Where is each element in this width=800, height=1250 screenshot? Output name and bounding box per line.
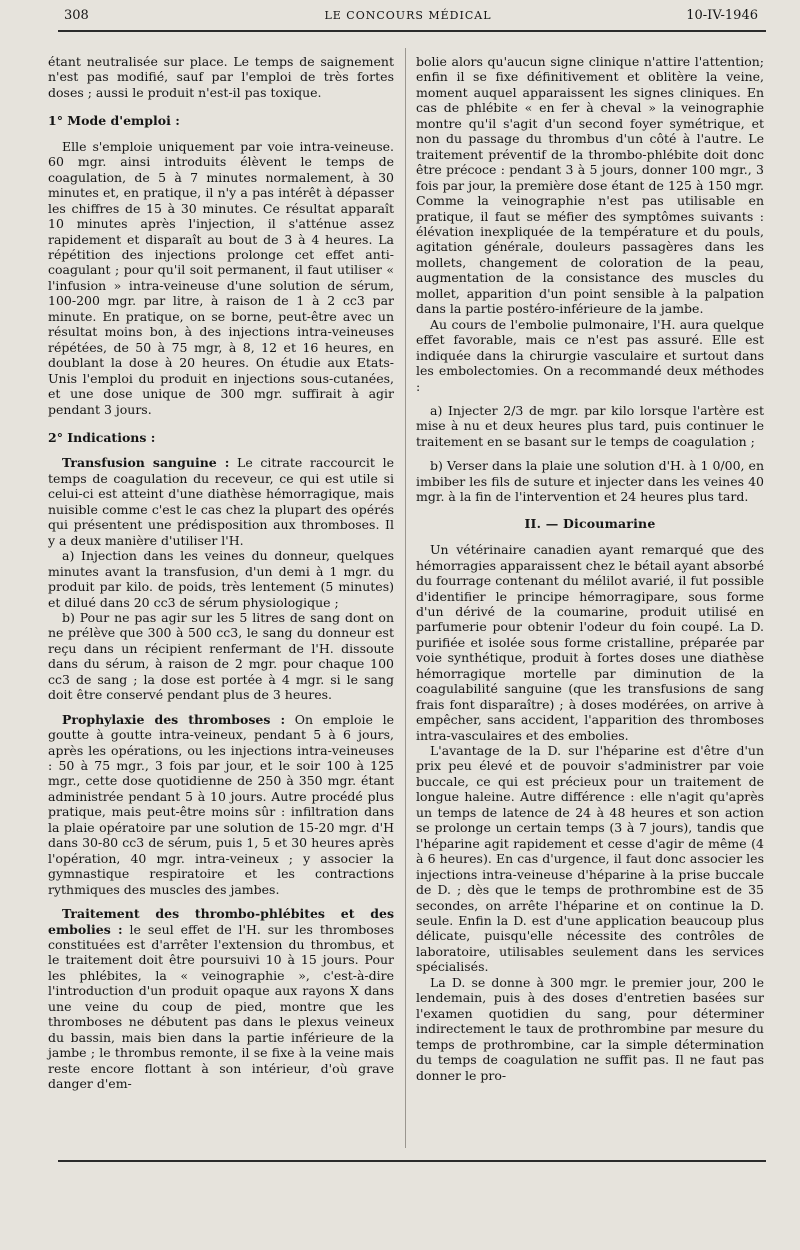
journal-title: LE CONCOURS MÉDICAL xyxy=(324,9,492,22)
issue-date: 10-IV-1946 xyxy=(686,8,758,23)
section-heading-mode-emploi: 1° Mode d'emploi : xyxy=(48,113,180,129)
section-title-dicoumarine: II. — Dicoumarine xyxy=(524,515,656,531)
paragraph-text: Le citrate raccourcit le temps de coagulation du receveur, ce qui est utile si celui-ci est atteint d'une diathèse hémorragique, mais nuisible comme c'est le cas chez la plupart des opérés qui présentent une prédisposition aux thromboses. Il y a deux manière d'utiliser l'H. xyxy=(48,455,394,548)
section-heading-indications: 2° Indications : xyxy=(48,429,156,445)
paragraph: Au cours de l'embolie pulmonaire, l'H. aura quelque effet favorable, mais ce n'est pas assuré. Elle est indiquée dans la chirurgie vasculaire et surtout dans les embolectomies. On a recommandé deux méthodes : xyxy=(416,316,764,394)
paragraph: a) Injecter 2/3 de mgr. par kilo lorsque l'artère est mise à nu et deux heures plus tard, puis continuer le traitement en se basant sur le temps de coagulation ; xyxy=(416,402,764,449)
paragraph-transfusion xyxy=(48,455,394,548)
paragraph: Un vétérinaire canadien ayant remarqué que des hémorragies apparaissent chez le bétail ayant absorbé du fourrage contenant du mélilot avarié, il fut possible d'identifier le principe hémorragipare, sous forme d'un dérivé de la coumarine, produit utilisé en parfumerie pour obtenir l'odeur du foin coupé. La D. purifiée et isolée sous forme cristalline, préparée par voie synthétique, produit à fortes doses une diathèse hémorragique mortelle par diminution de la coagulabilité sanguine (que les transfusions de sang frais font disparaître) ; à doses modérées, on arrive à empêcher, sans accident, l'apparition des thromboses intra-vasculaires et des embolies. xyxy=(416,542,764,743)
column-divider xyxy=(405,48,406,1148)
paragraph: b) Verser dans la plaie une solution d'H. à 1 0/00, en imbiber les fils de suture et injecter dans les veines 40 mgr. à la fin de l'intervention et 24 heures plus tard. xyxy=(416,458,764,505)
footer-rule xyxy=(58,1160,766,1162)
page-number: 308 xyxy=(64,8,89,23)
paragraph-traitement xyxy=(48,906,394,1091)
paragraph: a) Injection dans les veines du donneur, quelques minutes avant la transfusion, d'un demi à 1 mgr. du produit par kilo. de poids, très lentement (5 minutes) et dilué dans 20 cc3 de sérum physiologique ; xyxy=(48,548,394,610)
paragraph-text: On emploie le goutte à goutte intra-veineux, pendant 5 à 6 jours, après les opérations, ou les injections intra-veineuses : 50 à 75 mgr., 3 fois par jour, et le soir 100 à 125 mgr., cette dose quotidienne de 250 à 350 mgr. étant administrée pendant 5 à 10 jours. Autre procédé plus pratique, mais peut-être moins sûr : infiltration dans la plaie opératoire par une solution de 15-20 mgr. d'H dans 30-80 cc3 de sérum, puis 1, 5 et 30 heures après l'opération, 40 mgr. intra-veineux ; y associer la gymnastique respiratoire et les contractions rythmiques des muscles des jambes. xyxy=(48,711,394,897)
paragraph-prophylaxie xyxy=(48,712,394,897)
paragraph-text: le seul effet de l'H. sur les thromboses constituées est d'arrêter l'extension du thrombus, et le traitement doit être poursuivi 10 à 15 jours. Pour les phlébites, la « veinographie », c'est-à-dire l'introduction d'un produit opaque aux rayons X dans une veine du coup de pied, montre que les thromboses ne débutent pas dans le plexus veineux du bassin, mais bien dans la partie inférieure de la jambe ; le thrombus remonte, il se fixe à la veine mais reste encore flottant à son intérieur, d'où grave danger d'em- xyxy=(48,921,394,1092)
run-in-heading: Transfusion sanguine : xyxy=(62,455,230,471)
header-rule xyxy=(58,30,766,32)
run-in-heading: Prophylaxie des thromboses : xyxy=(62,711,286,727)
left-column xyxy=(48,54,394,1092)
paragraph: bolie alors qu'aucun signe clinique n'attire l'attention; enfin il se fixe définitivement et oblitère la veine, moment auquel apparaissent les signes cliniques. En cas de phlébite « en fer à cheval » la veinographie montre qu'il s'agit d'un second foyer symétrique, et non du passage du thrombus d'un côté à l'autre. Le traitement préventif de la thrombo-phlébite doit donc être précoce : pendant 3 à 5 jours, donner 100 mgr., 3 fois par jour, la première dose étant de 125 à 150 mgr. Comme la veinographie n'est pas utilisable en pratique, il faut se méfier des symptômes suivants : élévation inexpliquée de la température et du pouls, agitation générale, douleurs passagères dans les mollets, changement de coloration de la peau, augmentation de la consistance des muscles du mollet, apparition d'un point sensible à la palpation dans la partie postéro-inférieure de la jambe. xyxy=(416,54,764,317)
paragraph: Elle s'emploie uniquement par voie intra-veineuse. 60 mgr. ainsi introduits élèvent le temps de coagulation, de 5 à 7 minutes normalement, à 30 minutes et, en pratique, il n'y a pas intérêt à dépasser les chiffres de 15 à 30 minutes. Ce résultat apparaît 10 minutes après l'injection, il s'atténue assez rapidement et disparaît au bout de 3 à 4 heures. La répétition des injections prolonge cet effet anti-coagulant ; pour qu'il soit permanent, il faut utiliser « l'infusion » intra-veineuse d'une solution de sérum, 100-200 mgr. par litre, à raison de 1 à 2 cc3 par minute. En pratique, on se borne, peut-être avec un résultat moins bon, à des injections intra-veineuses répétées, de 50 à 75 mgr, à 8, 12 et 16 heures, en doublant la dose à 20 heures. On étudie aux Etats-Unis l'emploi du produit en injections sous-cutanées, et une dose unique de 300 mgr. suffirait à agir pendant 3 jours. xyxy=(48,138,394,417)
paragraph: La D. se donne à 300 mgr. le premier jour, 200 le lendemain, puis à des doses d'entretien basées sur l'examen quotidien du sang, pour déterminer indirectement le taux de prothrombine par mesure du temps de prothrombine, car la simple détermination du temps de coagulation ne suffit pas. Il ne faut pas donner le pro- xyxy=(416,974,764,1083)
paragraph: b) Pour ne pas agir sur les 5 litres de sang dont on ne prélève que 300 à 500 cc3, le sang du donneur est reçu dans un récipient renfermant de l'H. dissoute dans du sérum, à raison de 2 mgr. pour chaque 100 cc3 de sang ; la dose est portée à 4 mgr. si le sang doit être conservé pendant plus de 3 heures. xyxy=(48,609,394,703)
paragraph: L'avantage de la D. sur l'héparine est d'être d'un prix peu élevé et de pouvoir s'administrer par voie buccale, ce qui est précieux pour un traitement de longue haleine. Autre différence : elle n'agit qu'après un temps de latence de 24 à 48 heures et son action se prolonge un certain temps (3 à 7 jours), tandis que l'héparine agit rapidement et cesse d'agir de même (4 à 6 heures). En cas d'urgence, il faut donc associer les injections intra-veineuse d'héparine à la prise buccale de D. ; dès que le temps de prothrombine est de 35 secondes, on arrête l'héparine et on continue la D. seule. Enfin la D. est d'une application beaucoup plus délicate, puisqu'elle nécessite des contrôles de laboratoire, utilisables seulement dans les services spécialisés. xyxy=(416,743,764,975)
run-in-heading: Traitement des thrombo-phlébites et des embolies : xyxy=(48,906,394,937)
paragraph: étant neutralisée sur place. Le temps de saignement n'est pas modifié, sauf par l'emploi de très fortes doses ; aussi le produit n'est-il pas toxique. xyxy=(48,54,394,100)
right-column xyxy=(416,54,764,1083)
page-header xyxy=(58,8,758,28)
